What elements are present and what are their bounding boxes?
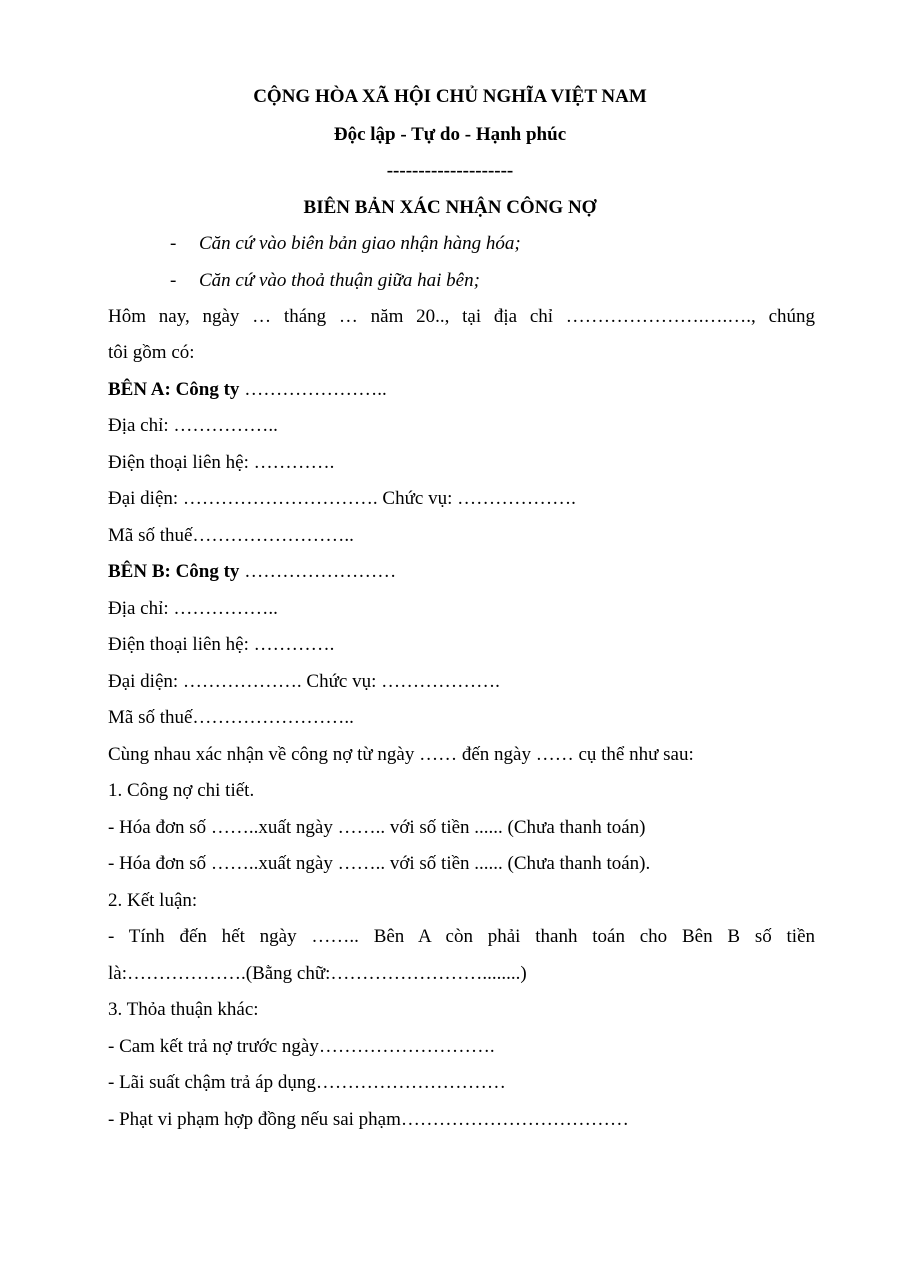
invoice-item: - Hóa đơn số ……..xuất ngày …….. với số tiền ...... (Chưa thanh toán)	[108, 817, 646, 838]
separator: --------------------	[386, 160, 514, 181]
section-2-heading: 2. Kết luận:	[108, 890, 198, 911]
party-a-fill: …………………..	[239, 379, 387, 400]
document-title: BIÊN BẢN XÁC NHẬN CÔNG NỢ	[303, 197, 597, 218]
party-a-tax-code: Mã số thuế……………………..	[108, 525, 354, 546]
bullet-dash: -	[170, 270, 177, 291]
intro-line: tôi gồm có:	[108, 342, 195, 363]
party-a-address: Địa chỉ: ……………..	[108, 415, 278, 436]
basis-item: Căn cứ vào biên bản giao nhận hàng hóa;	[199, 233, 521, 254]
party-b-heading	[108, 561, 396, 583]
party-b-address: Địa chỉ: ……………..	[108, 598, 278, 619]
party-b-fill: ……………………	[239, 561, 397, 582]
confirm-statement: Cùng nhau xác nhận về công nợ từ ngày …… đến ngày …… cụ thể như sau:	[108, 744, 694, 765]
party-a-representative: Đại diện: …………………………. Chức vụ: ……………….	[108, 488, 576, 509]
party-a-label: BÊN A: Công ty	[108, 379, 240, 400]
party-b-label: BÊN B: Công ty	[108, 561, 240, 582]
agreement-item: - Lãi suất chậm trả áp dụng…………………………	[108, 1072, 506, 1093]
motto: Độc lập - Tự do - Hạnh phúc	[333, 124, 567, 145]
conclusion-line: là:……………….(Bằng chữ:……………………........)	[108, 963, 527, 984]
party-a-heading	[108, 379, 387, 401]
agreement-item: - Phạt vi phạm hợp đồng nếu sai phạm………………………………	[108, 1109, 629, 1130]
section-3-heading: 3. Thỏa thuận khác:	[108, 999, 259, 1020]
party-b-representative: Đại diện: ………………. Chức vụ: ……………….	[108, 671, 500, 692]
party-a-phone: Điện thoại liên hệ: ………….	[108, 452, 335, 473]
bullet-dash: -	[170, 233, 177, 254]
country-heading: CỘNG HÒA XÃ HỘI CHỦ NGHĨA VIỆT NAM	[253, 86, 647, 107]
intro-line: Hôm nay, ngày … tháng … năm 20.., tại địa chỉ ………………….….…., chúng	[108, 306, 815, 327]
section-1-heading: 1. Công nợ chi tiết.	[108, 780, 255, 801]
party-b-phone: Điện thoại liên hệ: ………….	[108, 634, 335, 655]
conclusion-line: - Tính đến hết ngày …….. Bên A còn phải thanh toán cho Bên B số tiền	[108, 926, 815, 947]
basis-item: Căn cứ vào thoả thuận giữa hai bên;	[199, 270, 480, 291]
invoice-item: - Hóa đơn số ……..xuất ngày …….. với số tiền ...... (Chưa thanh toán).	[108, 853, 651, 874]
agreement-item: - Cam kết trả nợ trước ngày……………………….	[108, 1036, 495, 1057]
party-b-tax-code: Mã số thuế……………………..	[108, 707, 354, 728]
